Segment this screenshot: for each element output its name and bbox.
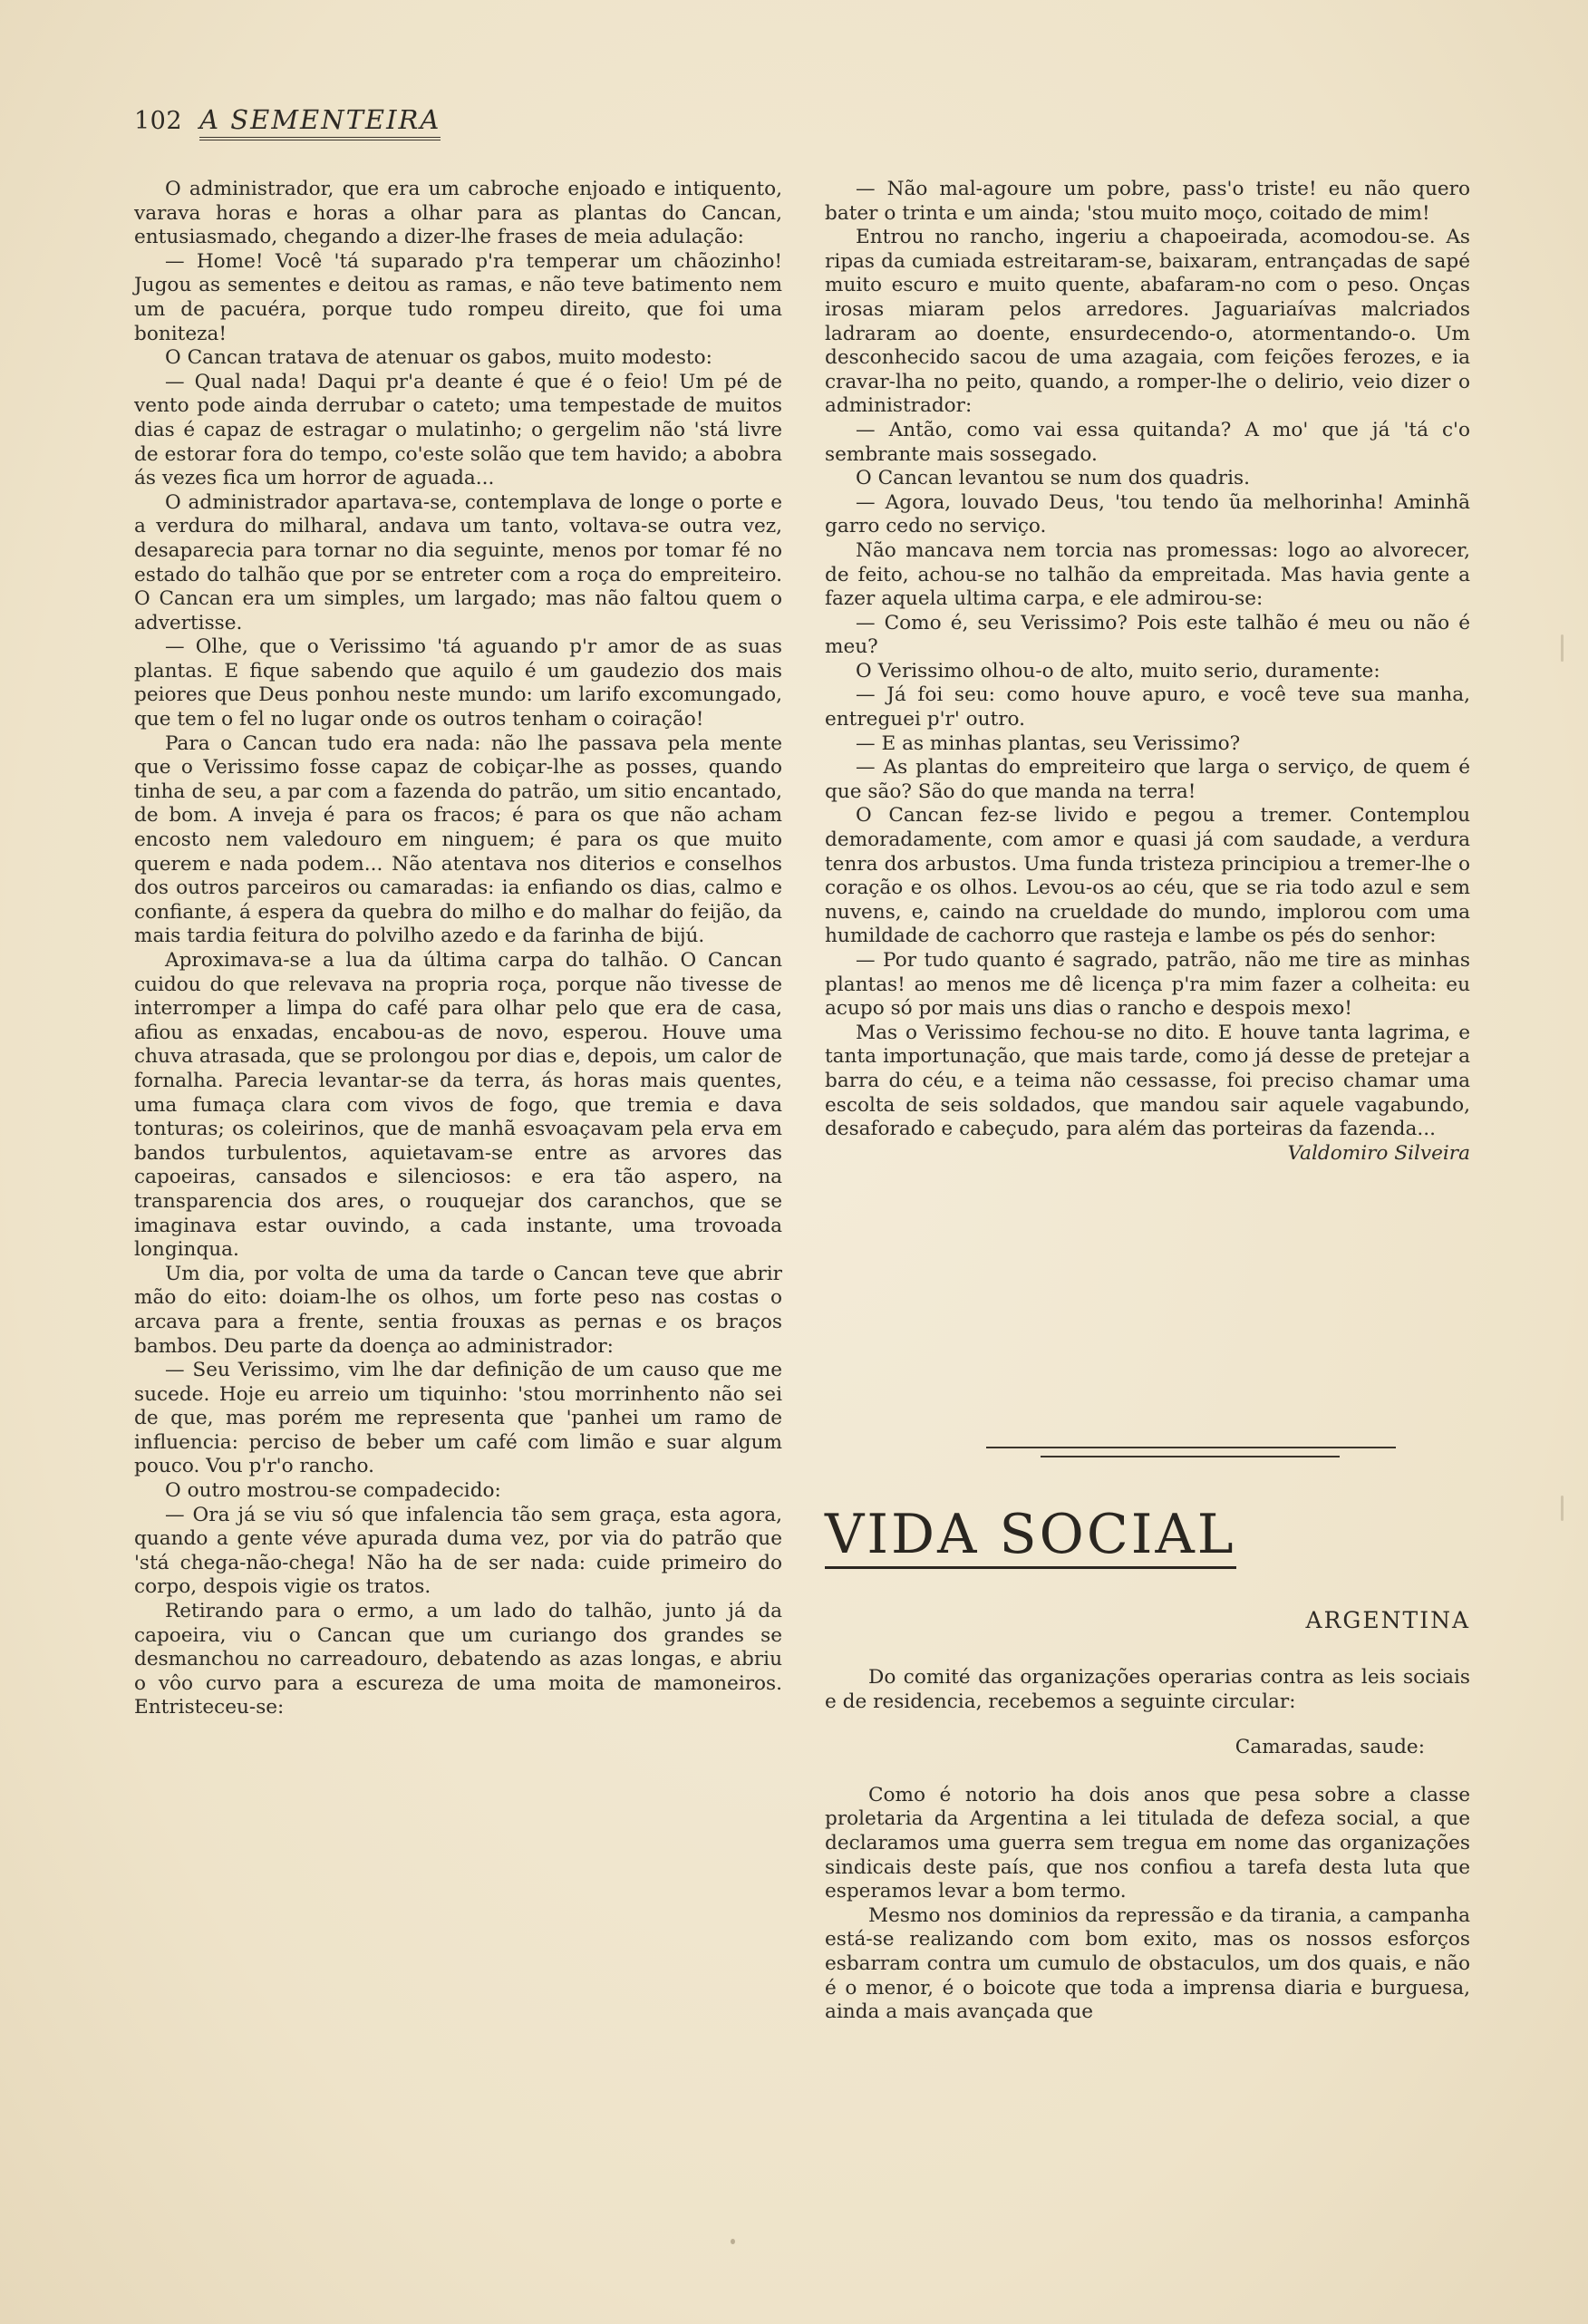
story-paragraph: Entrou no rancho, ingeriu a chapoeirada, acomodou-se. As ripas da cumiada estreitaram-se, baixaram, entrançadas de sapé muito escuro e muito quente, abafaram-no com o peso. Onças irosas miaram pelos arredores. Jaguariaívas malcriados ladraram ao doente, ensurdecendo-o, atormentando-o. Um desconhecido sacou de uma azagaia, com feições ferozes, e ia cravar-lha no peito, quando, a romper-lhe o delirio, veio dizer o administrador:: [825, 226, 1470, 418]
section-subheading: ARGENTINA: [1305, 1607, 1470, 1633]
story-paragraph: — As plantas do empreiteiro que larga o serviço, de quem é que são? São do que manda na terra!: [825, 756, 1470, 803]
story-paragraph: — Agora, louvado Deus, 'tou tendo ũa melhorinha! Aminhã garro cedo no serviço.: [825, 490, 1470, 538]
story-paragraph: O outro mostrou-se compadecido:: [165, 1479, 501, 1503]
author-signature: Valdomiro Silveira: [1287, 1141, 1470, 1165]
social-paragraph: Como é notorio ha dois anos que pesa sobre a classe proletaria da Argentina a lei titulada de defeza social, a que declaramos uma guerra sem tregua em nome das organizações sindicais deste país, que nos confiou a tarefa desta luta que esperamos levar a bom termo.: [825, 1783, 1470, 1903]
paper-speck: [1561, 634, 1564, 662]
story-paragraph: — Home! Você 'tá suparado p'ra temperar um chãozinho! Jugou as sementes e deitou as ramas, e não teve batimento nem um de pacuéra, porque tudo rompeu direito, que foi uma boniteza!: [134, 249, 782, 345]
social-paragraph: Mesmo nos dominios da repressão e da tirania, a campanha está-se realizando com bom exito, mas os nossos esforços esbarram contra um cumulo de obstaculos, um dos quais, e não é o menor, é o boicote que toda a imprensa diaria e burguesa, ainda a mais avançada que: [825, 1903, 1470, 2024]
story-paragraph: — Antão, como vai essa quitanda? A mo' que já 'tá c'o sembrante mais sossegado.: [825, 418, 1470, 466]
story-paragraph: Para o Cancan tudo era nada: não lhe passava pela mente que o Verissimo fosse capaz de cobiçar-lhe as posses, quando tinha de seu, a par com a fazenda do patrão, um sitio encantado, de bom. A inveja é para os fracos; é para os que não acham encosto nem valedouro em ninguem; é para os que muito querem e nada podem... Não atentava nos diterios e conselhos dos outros parceiros ou camaradas: ia enfiando os dias, calmo e confiante, á espera da quebra do milho e do malhar do feijão, da mais tardia feitura do polvilho azedo e da farinha de bijú.: [134, 731, 782, 948]
story-paragraph: — Não mal-agoure um pobre, pass'o triste! eu não quero bater o trinta e um ainda; 'stou muito moço, coitado de mim!: [825, 178, 1470, 225]
social-intro: Do comité das organizações operarias contra as leis sociais e de residencia, recebemos a seguinte circular:: [825, 1666, 1470, 1713]
story-paragraph: — Ora já se viu só que infalencia tão sem graça, esta agora, quando a gente véve apurada duma vez, por via do patrão que 'stá chega-não-chega! Não ha de ser nada: cuide primeiro do corpo, despois vigie os tratos.: [134, 1503, 782, 1599]
paper-speck: [1561, 1496, 1564, 1521]
section-divider: [986, 1443, 1396, 1461]
story-paragraph: Aproximava-se a lua da última carpa do talhão. O Cancan cuidou do que relevava na propria roça, porque não tivesse de interromper a limpa do café para olhar pelo que era de casa, afiou as enxadas, encabou-as de novo, esperou. Houve uma chuva atrasada, que se prolongou por dias e, depois, um calor de fornalha. Parecia levantar-se da terra, ás horas mais quentes, uma fumaça clara com vivos de fogo, que tremia e dava tonturas; os coleirinos, que de manhã esvoaçavam pela erva em bandos turbulentos, aquietavam-se entre as arvores das capoeiras, cansados e silenciosos: e era tão aspero, na transparencia dos ares, o rouquejar dos caranchos, que se imaginava estar ouvindo, a cada instante, uma trovoada longinqua.: [134, 949, 782, 1262]
story-paragraph: O Verissimo olhou-o de alto, muito serio, duramente:: [856, 659, 1380, 683]
story-paragraph: — E as minhas plantas, seu Verissimo?: [856, 731, 1241, 755]
story-column-left: [134, 178, 782, 1720]
story-paragraph: — Como é, seu Verissimo? Pois este talhão é meu ou não é meu?: [825, 611, 1470, 659]
story-paragraph: — Olhe, que o Verissimo 'tá aguando p'r amor de as suas plantas. E fique sabendo que aquilo é um gaudezio dos mais peiores que Deus ponhou neste mundo: um larifo excomungado, que tem o fel no lugar onde os outros tenham o coiração!: [134, 635, 782, 731]
social-column: [825, 1666, 1470, 2025]
section-title-text: VIDA SOCIAL: [825, 1503, 1236, 1569]
paper-speck: [731, 2239, 735, 2244]
page-header: [134, 104, 441, 140]
story-paragraph: — Qual nada! Daqui pr'a deante é que é o feio! Um pé de vento pode ainda derrubar o cateto; uma tempestade de muitos dias é capaz de estragar o mulatinho; o gergelim não 'stá livre de estorar fora do tempo, co'este solão que tem havido; a abobra ás vezes fica um horror de aguada...: [134, 370, 782, 490]
divider-line: [1041, 1456, 1340, 1457]
story-paragraph: Não mancava nem torcia nas promessas: logo ao alvorecer, de feito, achou-se no talhão da empreitada. Mas havia gente a fazer aquela ultima carpa, e ele admirou-se:: [825, 538, 1470, 611]
story-paragraph: Mas o Verissimo fechou-se no dito. E houve tanta lagrima, e tanta importunação, que mais tarde, como já desse de pretejar a barra do céu, e a teima não cessasse, foi preciso chamar uma escolta de seis soldados, que mandou sair aquele vagabundo, desaforado e cabeçudo, para além das porteiras da fazenda...: [825, 1021, 1470, 1141]
story-column-right: [825, 178, 1470, 1166]
page-number: 102: [134, 107, 183, 135]
section-title: [825, 1503, 1470, 1566]
story-paragraph: — Seu Verissimo, vim lhe dar definição de um causo que me sucede. Hoje eu arreio um tiquinho: 'stou morrinhento não sei de que, mas porém me representa que 'panhei um ramo de influencia: perciso de beber um café com limão e suar algum pouco. Vou p'r'o rancho.: [134, 1359, 782, 1478]
story-paragraph: — Por tudo quanto é sagrado, patrão, não me tire as minhas plantas! ao menos me dê licença p'ra mim fazer a colheita: eu acupo só por mais uns dias o rancho e despois mexo!: [825, 949, 1470, 1021]
story-paragraph: O administrador apartava-se, contemplava de longe o porte e a verdura do milharal, andava um tanto, voltava-se outra vez, desaparecia para tornar no dia seguinte, menos por tomar fé no estado do talhão que por se entreter com a roça do empreiteiro. O Cancan era um simples, um largado; mas não faltou quem o advertisse.: [134, 490, 782, 634]
story-paragraph: Retirando para o ermo, a um lado do talhão, junto já da capoeira, viu o Cancan que um curiango dos grandes se desmanchou no carreadouro, debatendo as azas longas, e abriu o vôo curvo para a escureza de uma moita de mamoneiros. Entristeceu-se:: [134, 1600, 782, 1719]
story-paragraph: Um dia, por volta de uma da tarde o Cancan teve que abrir mão do eito: doiam-lhe os olhos, um forte peso nas costas o arcava para a frente, sentia frouxas as pernas e os braços bambos. Deu parte da doença ao administrador:: [134, 1262, 782, 1358]
journal-title: A SEMENTEIRA: [199, 104, 441, 140]
story-paragraph: O Cancan levantou se num dos quadris.: [856, 467, 1250, 490]
story-paragraph: O Cancan tratava de atenuar os gabos, muito modesto:: [165, 346, 712, 370]
salutation: Camaradas, saude:: [1235, 1736, 1425, 1759]
story-paragraph: O Cancan fez-se livido e pegou a tremer. Contemplou demoradamente, com amor e quasi já com saudade, a verdura tenra dos arbustos. Uma funda tristeza principiou a tremer-lhe o coração e os olhos. Levou-os ao céu, que se ria todo azul e sem nuvens, e, caindo na crueldade do mundo, implorou com uma humildade de cachorro que rasteja e lambe os pés do senhor:: [825, 804, 1470, 948]
story-paragraph: O administrador, que era um cabroche enjoado e intiquento, varava horas e horas a olhar para as plantas do Cancan, entusiasmado, chegando a dizer-lhe frases de meia adulação:: [134, 178, 782, 249]
divider-line: [986, 1447, 1396, 1448]
story-paragraph: — Já foi seu: como houve apuro, e você teve sua manha, entreguei p'r' outro.: [825, 683, 1470, 731]
